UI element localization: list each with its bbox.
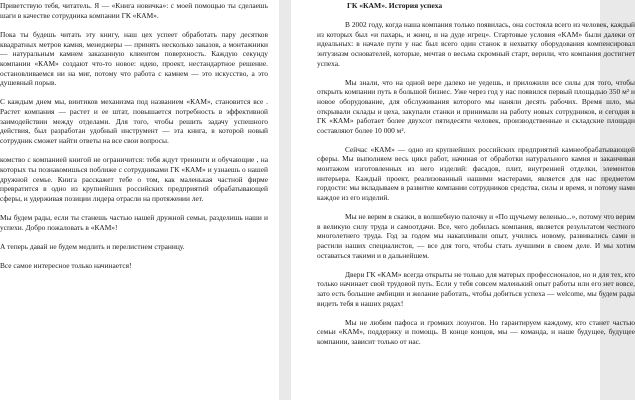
right-paragraph-3: Сейчас «КАМ» — одно из крупнейших российских предприятий камнеобрабатывающей сферы. Мы выполняем весь цикл работ, начиная от обработки натурального камня и заканчивая монтажом изготовленных из него изделий: фасадов, плит, внутренней отделки, элементов интерьера. Каждый проект, реализованный нашими мастерами, является для нас предметом гордости: мы вкладываем в развитие компании сотрудников средства, силы и время, и потому нами каждое из его изделий.	[317, 144, 635, 203]
right-paragraph-1: В 2002 году, когда наша компания только появилась, она состояла всего из человек, каждый из которых был «и пахарь, и жнец, и на дуде игрец». Стартовые условия «КАМ» были далеки от идеальных: в начале пути у нас был всего один станок в нехватку оборудования компенсировал энтузиазм основателей, которые, мечтая о весьма скромный старт, верили, что компания достигнет успеха.	[317, 20, 635, 68]
left-paragraph-4: комство с компанией книгой не ограничится: тебя ждут тренинги и обучающие , на которых ты познакомишься поближе с сотрудниками ГК «КАМ» и узнаешь о нашей дружной семье. Книга расскажет тебе о том, как маленькая частной фирме превратится в одно из крупнейших российских предприятий обрабатывающей сферы, и удерживая позиции лидера отрасли на протяжении лет.	[0, 155, 268, 203]
left-paragraph-2: Пока ты будешь читать эту книгу, наш цех успеет обработать пару десятков квадратных метров камня, менеджеры — принять несколько заказов, а монтажники — натуральным камнем заказанную клиентом поверхность. Каждую секунду компании «КАМ» создают что-то новое: идею, проект, нестандартное решение. остановливаемся ни на миг, потому что работа с камнем — это искусство, а это душевный порыв.	[0, 29, 268, 88]
left-paragraph-3: С каждым днем мы, винтиков механизма под названием «КАМ», становится все . Растет компания — растет и ее штат, повышается потребность в эффективной заимодействии между отделами. Для того, чтобы решить задачу успешного действия, был разработан удобный инструмент — эта книга, в которой новый сотрудник сможет найти ответы на все свои вопросы.	[0, 97, 268, 146]
right-paragraph-2: Мы знали, что на одной вере далеко не уедешь, и приложили все силы для того, чтобы открыть компании путь в большой бизнес. Уже через год у нас появился первый площадью 350 м² и новое оборудование, для обслуживания которого мы наняли десять рабочих. Время шло, мы открывали склады и цеха, закупали станки и принимали на работу новых сотрудников, и сегодня в ГК «КАМ» работает более двухсот пятидесяти человек, производственные и складские площади составляют более 10 000 м².	[317, 77, 635, 135]
page-title: ГК «КАМ». История успеха	[347, 1, 443, 10]
left-page-text	[0, 1, 268, 271]
right-page-text	[317, 1, 635, 347]
left-page	[0, 0, 279, 400]
left-paragraph-5: Мы будем рады, если ты станешь частью нашей дружной семьи, разделишь наши и успехи. Добро пожаловать в «КАМ»!	[0, 213, 268, 232]
left-paragraph-6: А теперь давай не будем медлить и перелистнем страницу.	[0, 242, 185, 252]
right-paragraph-5: Двери ГК «КАМ» всегда открыты не только для матерых профессионалов, но и для тех, кто только начинает свой трудовой путь. Если у тебя совсем маленький опыт работы или его нет вовсе, зато есть большие амбиции и желание работать, чтобы добиться успеха — welcome, мы будем рады видеть тебя в наших рядах!	[317, 269, 635, 308]
left-paragraph-7: Все самое интересное только начинается!	[0, 261, 132, 271]
right-paragraph-6: Мы не любим пафоса и громких лозунгов. Но гарантируем каждому, кто станет частью семьи «КАМ», поддержку и помощь. В конце концов, мы — команда, и наше будущее, будущее компании, зависит только от нас.	[317, 317, 635, 346]
right-paragraph-4: Мы не верим в сказки, в волшебную палочку и «По щучьему веленью...», потому что верим в великую силу труда и самоотдачи. Все, чего добилась компания, является результатом честного многолетнего труда. Год за годом мы накапливали опыт, учились новому, развивались сами и растили наших специалистов, — все для того, чтобы стать лучшими в своем деле. И мы хотим оставаться такими и в дальнейшем.	[317, 212, 635, 260]
left-paragraph-1: Приветствую тебя, читатель. Я — «Книга новичка»: с моей помощью ты сделаешь шаги в качестве сотрудника компании ГК «КАМ».	[0, 1, 268, 20]
right-page	[291, 0, 635, 400]
